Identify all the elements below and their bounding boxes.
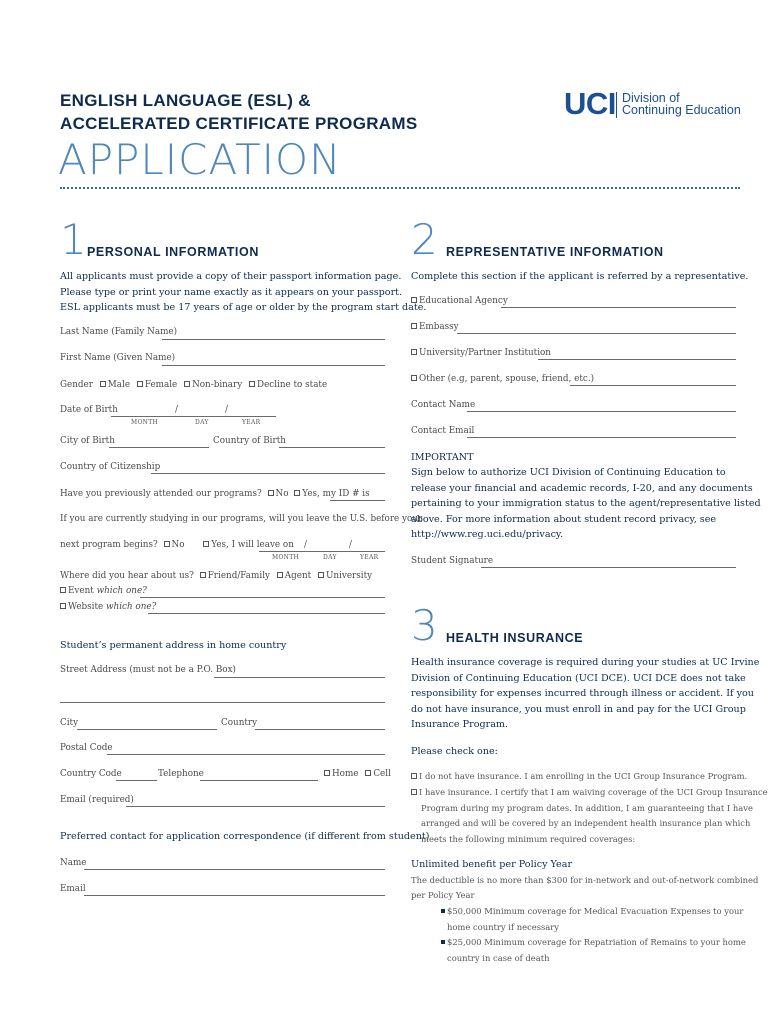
leave-slash-1: / <box>304 540 307 550</box>
country-birth-field[interactable] <box>279 447 385 448</box>
rep-educational-checkbox[interactable] <box>411 297 417 303</box>
important-heading: IMPORTANT <box>411 452 474 463</box>
coverage-bullet2 <box>441 935 746 951</box>
rep-educational-label: Educational Agency <box>419 296 508 306</box>
gender-label: Gender <box>60 380 93 390</box>
gender-nonbinary-label: Non-binary <box>192 380 243 390</box>
health-line2: Division of Continuing Education (UCI DCE). UCI DCE does not take <box>411 673 746 684</box>
health-line1: Health insurance coverage is required during your studies at UC Irvine <box>411 657 760 668</box>
gender-decline-label: Decline to state <box>257 380 328 390</box>
contact-name-field[interactable] <box>467 411 736 412</box>
rep-embassy-field[interactable] <box>457 333 736 334</box>
important-line3: pertaining to your immigration status to the agent/representative listed <box>411 498 761 509</box>
first-name-label: First Name (Given Name) <box>60 353 176 363</box>
logo-line2: Continuing Education <box>622 103 741 117</box>
leave-no-label: No <box>171 540 185 550</box>
header-dotted-rule <box>60 187 740 189</box>
rep-educational-field[interactable] <box>501 307 736 308</box>
dob-label: Date of Birth <box>60 405 118 415</box>
street-field[interactable] <box>214 677 385 678</box>
hear-website-which: which one? <box>106 602 157 612</box>
pref-email-field[interactable] <box>84 895 385 896</box>
unlimited-benefit-heading: Unlimited benefit per Policy Year <box>411 859 573 870</box>
hear-label: Where did you hear about us? <box>60 571 194 581</box>
signature-label: Student Signature <box>411 556 494 566</box>
coverage-bullet1-text: $50,000 Minimum coverage for Medical Evacuation Expenses to your <box>447 906 744 916</box>
contact-email-label: Contact Email <box>411 426 475 436</box>
country-birth-label: Country of Birth <box>213 436 286 446</box>
rep-embassy-checkbox[interactable] <box>411 323 417 329</box>
hear-row <box>60 571 372 581</box>
citizenship-label: Country of Citizenship <box>60 462 161 472</box>
last-name-field[interactable] <box>162 339 385 340</box>
leave-day-caption: DAY <box>323 554 337 561</box>
rep-other-checkbox[interactable] <box>411 375 417 381</box>
last-name-label: Last Name (Family Name) <box>60 327 178 337</box>
country-field[interactable] <box>255 729 385 730</box>
citizenship-field[interactable] <box>151 473 385 474</box>
application-title: APPLICATION <box>58 135 342 184</box>
street-field-line2[interactable] <box>60 702 385 703</box>
rep-other-label: Other (e.g, parent, spouse, friend, etc.) <box>419 374 595 384</box>
uci-logo <box>564 88 744 122</box>
hear-event-row <box>60 586 147 596</box>
attended-label: Have you previously attended our programs? <box>60 489 262 499</box>
bullet-icon <box>441 940 445 944</box>
hear-event-label: Event <box>68 586 94 596</box>
next-program-row <box>60 540 294 550</box>
attended-yes-label: Yes, my ID # is <box>302 489 370 499</box>
privacy-link[interactable]: http://www.reg.uci.edu/privacy. <box>411 529 564 540</box>
section1-title: PERSONAL INFORMATION <box>87 245 259 259</box>
deductible-line1: The deductible is no more than $300 for in-network and out-of-network combined <box>411 875 759 885</box>
health-line3: responsibility for expenses incurred through illness or accident. If you <box>411 688 754 699</box>
section2-title: REPRESENTATIVE INFORMATION <box>446 245 664 259</box>
attended-row <box>60 489 370 499</box>
rep-university-label: University/Partner Institution <box>419 348 551 358</box>
phone-cell-label: Cell <box>373 769 391 779</box>
postal-label: Postal Code <box>60 743 113 753</box>
leave-month-caption: MONTH <box>272 554 300 561</box>
rep-university-row <box>411 348 551 358</box>
country-label: Country <box>221 718 258 728</box>
coverage-bullet1-line2: home country if necessary <box>447 922 560 932</box>
s2-intro: Complete this section if the applicant is referred by a representative. <box>411 271 749 282</box>
section3-number: 3 <box>411 601 438 650</box>
pref-email-label: Email <box>60 884 86 894</box>
attended-no-label: No <box>275 489 289 499</box>
insurance-option1-label: I do not have insurance. I am enrolling in the UCI Group Insurance Program. <box>419 771 748 781</box>
contact-email-field[interactable] <box>467 437 736 438</box>
important-line1: Sign below to authorize UCI Division of Continuing Education to <box>411 467 726 478</box>
form-heading-line2: ACCELERATED CERTIFICATE PROGRAMS <box>60 114 418 133</box>
gender-female-label: Female <box>144 380 178 390</box>
leave-yes-label: Yes, I will leave on <box>211 540 294 550</box>
gender-female-checkbox[interactable] <box>137 381 143 387</box>
telephone-field[interactable] <box>200 780 318 781</box>
hear-event-field[interactable] <box>140 597 385 598</box>
rep-educational-row <box>411 296 508 306</box>
insurance-option1-checkbox[interactable] <box>411 773 417 779</box>
logo-line1: Division of <box>622 91 680 105</box>
section1-number: 1 <box>60 215 87 264</box>
dob-year-caption: YEAR <box>242 419 261 426</box>
student-id-field[interactable] <box>330 500 385 501</box>
pref-name-label: Name <box>60 858 87 868</box>
address-heading: Student’s permanent address in home country <box>60 640 287 651</box>
leave-yes-checkbox[interactable] <box>203 541 209 547</box>
insurance-option2-checkbox[interactable] <box>411 789 417 795</box>
signature-field[interactable] <box>481 567 736 568</box>
street-label: Street Address (must not be a P.O. Box) <box>60 665 236 675</box>
dob-slash-1: / <box>175 405 178 415</box>
contact-name-label: Contact Name <box>411 400 476 410</box>
s1-intro-3: ESL applicants must be 17 years of age or older by the program start date. <box>60 302 427 313</box>
leave-year-caption: YEAR <box>360 554 379 561</box>
dob-slash-2: / <box>225 405 228 415</box>
rep-university-checkbox[interactable] <box>411 349 417 355</box>
important-line4: above. For more information about student record privacy, see <box>411 514 717 525</box>
dob-month-caption: MONTH <box>131 419 159 426</box>
gender-male-checkbox[interactable] <box>100 381 106 387</box>
form-heading-line1: ENGLISH LANGUAGE (ESL) & <box>60 91 311 110</box>
phone-home-checkbox[interactable] <box>324 770 330 776</box>
hear-agent-checkbox[interactable] <box>277 572 283 578</box>
phone-cell-checkbox[interactable] <box>365 770 371 776</box>
dob-field[interactable] <box>111 416 276 417</box>
hear-event-which: which one? <box>96 586 147 596</box>
leave-no-checkbox[interactable] <box>164 541 170 547</box>
hear-website-field[interactable] <box>148 613 385 614</box>
insurance-option2-line2: Program during my program dates. In addition, I am guaranteeing that I have <box>421 803 753 813</box>
rep-university-field[interactable] <box>538 359 736 360</box>
coverage-bullet2-line2: country in case of death <box>447 953 550 963</box>
country-code-label: Country Code <box>60 769 122 779</box>
insurance-option2 <box>411 785 768 801</box>
preferred-contact-heading: Preferred contact for application correspondence (if different from student) <box>60 831 430 842</box>
first-name-field[interactable] <box>162 365 385 366</box>
hear-university-label: University <box>325 571 373 581</box>
email-required-label: Email (required) <box>60 795 134 805</box>
gender-male-label: Male <box>107 380 131 390</box>
city-birth-field[interactable] <box>109 447 209 448</box>
insurance-option2-line4: meets the following minimum required coverages: <box>421 834 636 844</box>
hear-agent-label: Agent <box>284 571 312 581</box>
hear-event-checkbox[interactable] <box>60 587 66 593</box>
check-one-label: Please check one: <box>411 746 498 757</box>
rep-other-field[interactable] <box>570 385 736 386</box>
health-line5: Insurance Program. <box>411 719 509 730</box>
pref-name-field[interactable] <box>84 869 385 870</box>
attended-no-checkbox[interactable] <box>268 490 274 496</box>
rep-embassy-label: Embassy <box>419 322 459 332</box>
city-label: City <box>60 718 79 728</box>
important-line2: release your financial and academic records, I-20, and any documents <box>411 483 753 494</box>
hear-friend-label: Friend/Family <box>207 571 270 581</box>
section3-title: HEALTH INSURANCE <box>446 631 584 645</box>
insurance-option2-label: I have insurance. I certify that I am waiving coverage of the UCI Group Insurance <box>419 787 768 797</box>
hear-friend-checkbox[interactable] <box>200 572 206 578</box>
email-required-field[interactable] <box>126 806 385 807</box>
next-program-label: next program begins? <box>60 540 158 550</box>
postal-field[interactable] <box>107 754 385 755</box>
dob-day-caption: DAY <box>195 419 209 426</box>
logo-divider <box>616 92 617 118</box>
gender-nonbinary-checkbox[interactable] <box>184 381 190 387</box>
insurance-option2-line3: arranged and will be covered by an independent health insurance plan which <box>421 818 751 828</box>
leave-date-field[interactable] <box>259 551 385 552</box>
logo-uci-text: UCI <box>564 86 616 121</box>
rep-other-row <box>411 374 594 384</box>
attended-yes-checkbox[interactable] <box>294 490 300 496</box>
hear-website-label: Website <box>68 602 104 612</box>
country-code-field[interactable] <box>116 780 157 781</box>
studying-question: If you are currently studying in our programs, will you leave the U.S. before your <box>60 514 423 524</box>
gender-decline-checkbox[interactable] <box>249 381 255 387</box>
bullet-icon <box>441 909 445 913</box>
city-birth-label: City of Birth <box>60 436 115 446</box>
leave-slash-2: / <box>349 540 352 550</box>
health-line4: do not have insurance, you must enroll in and pay for the UCI Group <box>411 704 746 715</box>
section2-number: 2 <box>411 215 438 264</box>
coverage-bullet1 <box>441 904 743 920</box>
s1-intro-1: All applicants must provide a copy of their passport information page. <box>60 271 402 282</box>
coverage-bullet2-text: $25,000 Minimum coverage for Repatriation of Remains to your home <box>447 937 746 947</box>
city-field[interactable] <box>77 729 217 730</box>
hear-website-row <box>60 602 156 612</box>
hear-university-checkbox[interactable] <box>318 572 324 578</box>
gender-row <box>60 380 327 390</box>
telephone-label: Telephone <box>158 769 204 779</box>
phone-home-label: Home <box>332 769 359 779</box>
rep-embassy-row <box>411 322 459 332</box>
phone-type-row <box>324 769 391 779</box>
deductible-line2: per Policy Year <box>411 890 475 900</box>
insurance-option1 <box>411 769 747 785</box>
hear-website-checkbox[interactable] <box>60 603 66 609</box>
s1-intro-2: Please type or print your name exactly as it appears on your passport. <box>60 287 403 298</box>
